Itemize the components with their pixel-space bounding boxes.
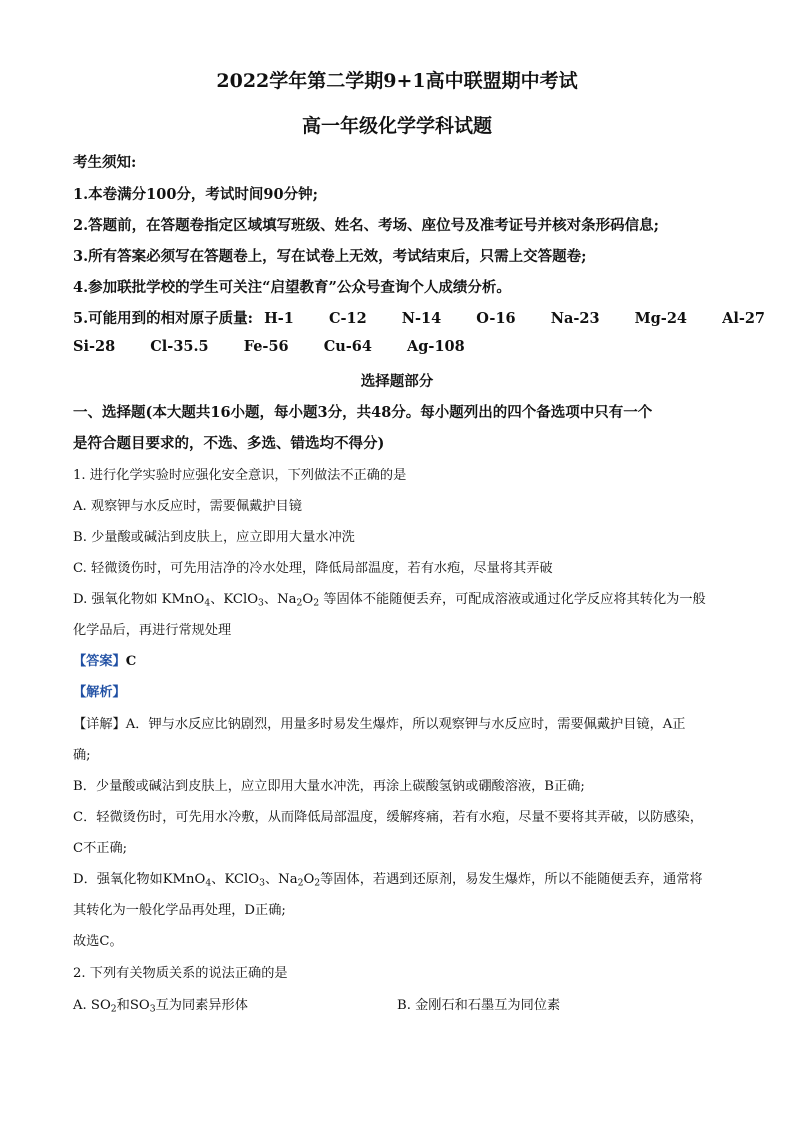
notice-item-4: 4.参加联批学校的学生可关注“启望教育”公众号查询个人成绩分析。 (73, 279, 511, 296)
q1-option-d-rest: 等固体不能随便丢弃，可配成溶液或通过化学反应将其转化为一般 (323, 592, 706, 607)
atomic-mass-row-1 (73, 307, 765, 328)
q1-option-b: B. 少量酸或碱沾到皮肤上，应立即用大量水冲洗 (73, 530, 355, 545)
q1-detail-line-5: C不正确; (73, 841, 128, 856)
q1-detail-line-1: 【详解】A．钾与水反应比钠剧烈，用量多时易发生爆炸，所以观察钾与水反应时，需要佩戴护目镜，A正 (73, 717, 686, 732)
atomic-mass-row-2 (73, 338, 465, 355)
notice-item-3: 3.所有答案必须写在答题卷上，写在试卷上无效，考试结束后，只需上交答题卷; (73, 248, 587, 265)
formula-kmno4: KMnO$_4$、KClO$_3$、$Na_2O_2$ (161, 592, 320, 609)
atomic-mass-item: Na-23 (550, 310, 600, 327)
answer-value: C (125, 654, 137, 669)
section-title: 选择题部分 (360, 373, 434, 390)
q1-stem: 1. 进行化学实验时应强化安全意识，下列做法不正确的是 (73, 468, 407, 483)
q1-detail-line-6: D．强氧化物如KMnO$_4$、KClO$_3$、$Na_2O_2$等固体，若遇到还原剂，易发生爆炸，所以不能随便丢弃，通常将 (73, 872, 703, 889)
q1-detail-line-3: B．少量酸或碱沾到皮肤上，应立即用大量水冲洗，再涂上碳酸氢钠或硼酸溶液，B正确; (73, 779, 585, 794)
atomic-mass-item: Mg-24 (634, 310, 687, 327)
q1-option-a: A. 观察钾与水反应时，需要佩戴护目镜 (73, 499, 302, 514)
notice-heading: 考生须知: (73, 154, 137, 171)
atomic-mass-item: C-12 (328, 310, 367, 327)
q1-conclusion: 故选C。 (73, 934, 123, 949)
formula-kmno4: KMnO$_4$、KClO$_3$、$Na_2O_2$ (162, 872, 321, 889)
q1-option-d-line-1 (73, 588, 706, 608)
exam-subtitle: 高一年级化学学科试题 (301, 115, 492, 137)
q1-option-d-prefix: D. 强氧化物如 (73, 592, 158, 607)
q1-detail-line-2: 确; (73, 748, 91, 763)
notice-item-2: 2.答题前，在答题卷指定区域填写班级、姓名、考场、座位号及准考证号并核对条形码信息; (73, 217, 659, 234)
part-heading-line-1: 一、选择题(本大题共16小题，每小题3分，共48分。每小题列出的四个备选项中只有一个 (73, 404, 653, 421)
q2-stem: 2. 下列有关物质关系的说法正确的是 (73, 966, 288, 981)
atomic-mass-label: 5.可能用到的相对原子质量: (73, 310, 253, 327)
q1-detail-line-7: 其转化为一般化学品再处理，D正确; (73, 903, 286, 918)
atomic-mass-item: Ag-108 (407, 338, 465, 355)
notice-item-1: 1.本卷满分100分，考试时间90分钟; (73, 186, 318, 203)
atomic-mass-item: O-16 (476, 310, 516, 327)
atomic-mass-item: Al-27 (722, 310, 766, 327)
q2-option-a: A. $SO_2$和$SO_3$互为同素异形体 (73, 998, 248, 1015)
atomic-mass-item: Si-28 (73, 338, 116, 355)
answer-label: 【答案】 (73, 654, 126, 669)
q1-answer (73, 650, 136, 669)
atomic-mass-item: Cl-35.5 (150, 338, 209, 355)
atomic-mass-item: Cu-64 (323, 338, 372, 355)
q1-option-c: C. 轻微烫伤时，可先用洁净的冷水处理，降低局部温度，若有水疱，尽量将其弄破 (73, 561, 553, 576)
atomic-mass-item: Fe-56 (243, 338, 289, 355)
exam-title: 2022学年第二学期9+1高中联盟期中考试 (216, 70, 578, 92)
q1-option-d-line-2: 化学品后，再进行常规处理 (73, 623, 232, 638)
q1-detail-line-4: C．轻微烫伤时，可先用水冷敷，从而降低局部温度，缓解疼痛，若有水疱，尽量不要将其弄破，以防感染， (73, 810, 703, 825)
q2-option-b: B. 金刚石和石墨互为同位素 (397, 998, 561, 1013)
atomic-mass-item: H-1 (264, 310, 294, 327)
atomic-mass-item: N-14 (401, 310, 442, 327)
q1-analysis-label: 【解析】 (73, 685, 126, 700)
part-heading-line-2: 是符合题目要求的，不选、多选、错选均不得分) (73, 435, 385, 452)
